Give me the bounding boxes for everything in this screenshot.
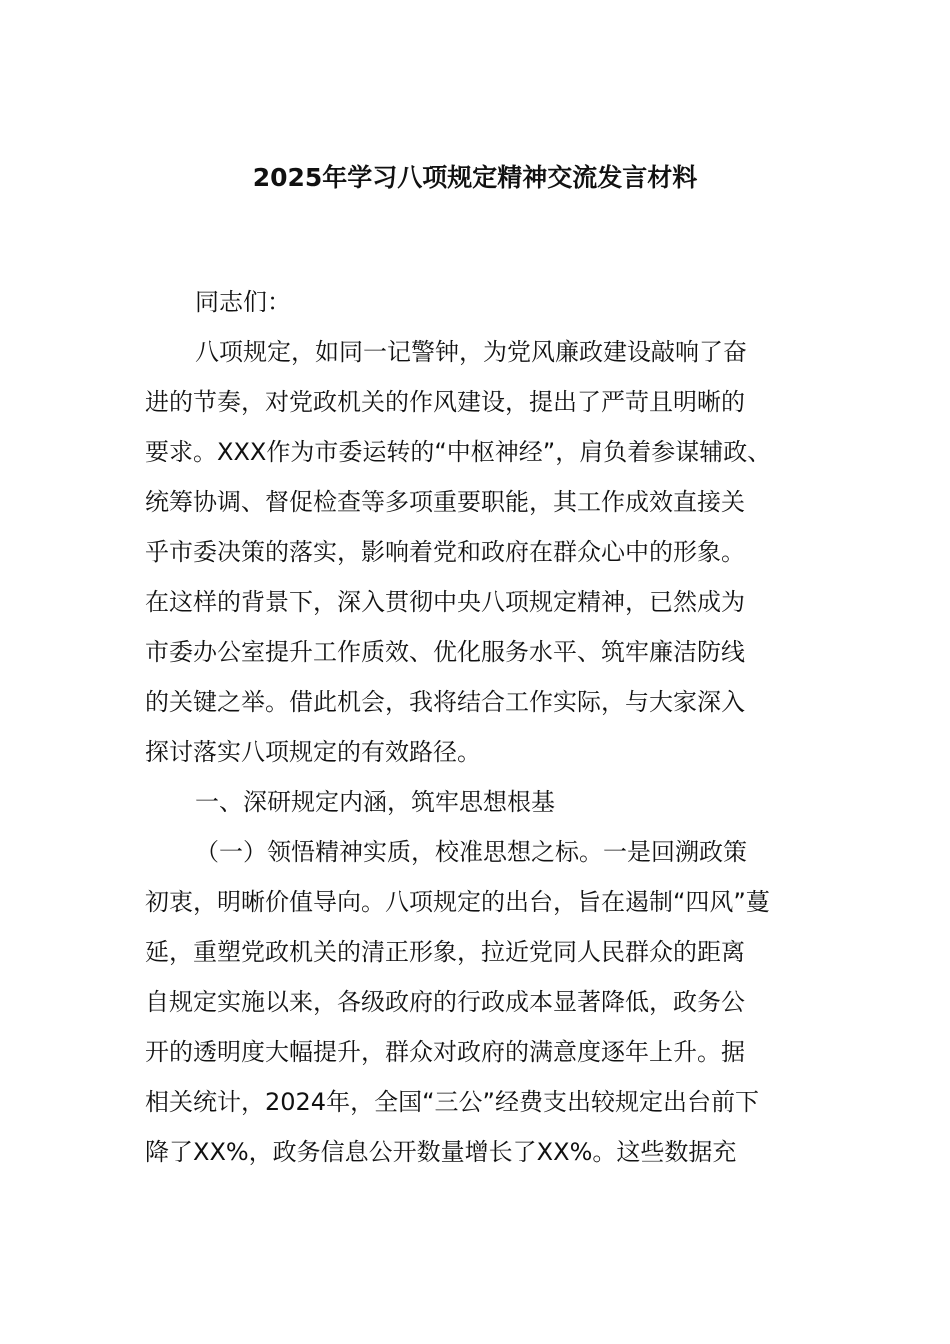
paragraph-line: 降了XX%，政务信息公开数量增长了XX%。这些数据充 — [145, 1138, 737, 1166]
document-title: 2025年学习八项规定精神交流发言材料 — [252, 163, 698, 192]
paragraph-line: 延，重塑党政机关的清正形象，拉近党同人民群众的距离 — [145, 938, 745, 966]
paragraph-line: 八项规定，如同一记警钟，为党风廉政建设敲响了奋 — [195, 338, 747, 366]
section-heading: 一、深研规定内涵，筑牢思想根基 — [195, 788, 555, 816]
paragraph-line: 开的透明度大幅提升，群众对政府的满意度逐年上升。据 — [145, 1038, 745, 1066]
paragraph-line: 进的节奏，对党政机关的作风建设，提出了严苛且明晰的 — [145, 388, 745, 416]
paragraph-line: 统筹协调、督促检查等多项重要职能，其工作成效直接关 — [145, 488, 745, 516]
paragraph-line: 初衷，明晰价值导向。八项规定的出台，旨在遏制“四风”蔓 — [145, 888, 770, 916]
paragraph-line: 相关统计，2024年，全国“三公”经费支出较规定出台前下 — [145, 1088, 759, 1116]
subsection-line: （一）领悟精神实质，校准思想之标。一是回溯政策 — [195, 838, 747, 866]
paragraph-line: 自规定实施以来，各级政府的行政成本显著降低，政务公 — [145, 988, 745, 1016]
paragraph-line: 市委办公室提升工作质效、优化服务水平、筑牢廉洁防线 — [145, 638, 745, 666]
paragraph-line: 要求。XXX作为市委运转的“中枢神经”，肩负着参谋辅政、 — [145, 438, 772, 466]
paragraph-line: 探讨落实八项规定的有效路径。 — [145, 738, 481, 766]
paragraph-line: 在这样的背景下，深入贯彻中央八项规定精神，已然成为 — [145, 588, 745, 616]
paragraph-line: 乎市委决策的落实，影响着党和政府在群众心中的形象。 — [145, 538, 745, 566]
salutation: 同志们： — [195, 288, 291, 316]
paragraph-line: 的关键之举。借此机会，我将结合工作实际，与大家深入 — [145, 688, 745, 716]
